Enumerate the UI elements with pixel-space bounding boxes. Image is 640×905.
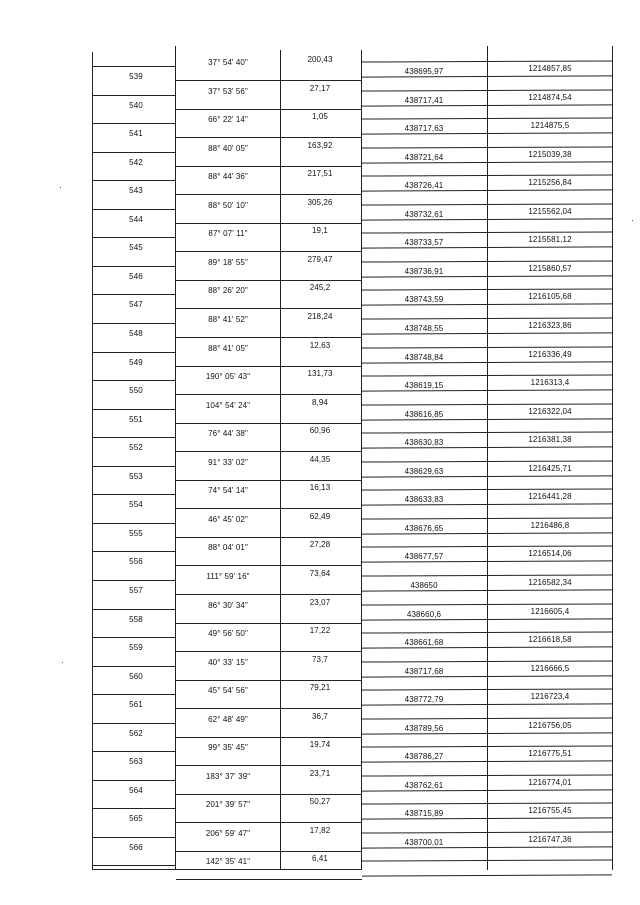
coordinate-x: 438630,83 [404, 438, 444, 448]
coordinate-x: 438743,59 [404, 295, 444, 305]
row-rule [176, 851, 362, 852]
segment-length: 279,47 [307, 254, 333, 264]
coordinate-y: 1215581,12 [528, 235, 572, 245]
point-number: 549 [129, 357, 143, 367]
coordinate-y: 1216618,58 [528, 635, 572, 644]
coordinate-x: 438633,83 [404, 495, 444, 505]
row-rule [176, 308, 362, 309]
coordinate-y: 1216105,68 [528, 292, 572, 302]
row-rule [176, 394, 362, 395]
direction-angle: 40° 33' 15" [208, 657, 248, 667]
coordinate-y: 1216514,06 [528, 549, 572, 559]
row-rule [92, 209, 176, 210]
direction-angle: 88° 41' 52" [208, 314, 248, 324]
segment-length: 62,49 [309, 511, 331, 521]
scan-speck [62, 662, 63, 663]
point-number: 564 [129, 785, 143, 795]
scan-speck [632, 220, 633, 221]
direction-angle: 37° 54' 40" [208, 58, 248, 67]
coordinate-x: 438717,68 [404, 666, 444, 676]
direction-angle: 49° 56' 50" [208, 629, 248, 638]
segment-length: 305,26 [307, 197, 333, 207]
row-rule [92, 95, 176, 96]
row-rule [92, 865, 176, 866]
row-rule [92, 523, 176, 524]
segment-length: 79,21 [309, 683, 331, 693]
coordinate-y: 1216486,8 [530, 520, 570, 530]
direction-angle: 88° 40' 05" [208, 143, 248, 153]
coordinate-y: 1216755,45 [528, 806, 572, 816]
direction-angle: 88° 26' 20" [208, 286, 248, 296]
direction-angle: 88° 50' 10" [208, 200, 248, 210]
coordinate-x: 438715,89 [404, 809, 444, 819]
direction-angle: 91° 33' 02" [208, 457, 248, 467]
row-rule [92, 266, 176, 267]
point-number: 541 [129, 129, 143, 139]
row-rule [176, 280, 362, 281]
segment-length: 6,41 [312, 854, 328, 864]
coordinate-x: 438733,57 [404, 238, 444, 248]
direction-angle: 88° 44' 36" [208, 172, 248, 182]
coordinate-y: 1215256,84 [528, 178, 572, 188]
coordinate-y: 1215562,04 [528, 206, 572, 216]
segment-length: 27,28 [309, 540, 331, 550]
row-rule [362, 875, 612, 877]
point-number: 550 [129, 386, 143, 396]
row-rule [92, 152, 176, 153]
point-number: 544 [129, 214, 143, 224]
row-rule [362, 146, 612, 148]
row-rule [92, 694, 176, 695]
row-rule [176, 737, 362, 738]
direction-angle: 66° 22' 14" [208, 115, 248, 125]
point-number: 562 [129, 728, 143, 738]
segment-length: 19,1 [312, 226, 328, 236]
row-rule [176, 451, 362, 452]
coordinate-x: 438726,41 [404, 181, 444, 191]
direction-angle: 87° 07' 11" [208, 229, 248, 239]
coordinate-x: 438677,57 [404, 552, 444, 562]
coordinate-x: 438661,68 [404, 638, 444, 647]
coordinate-y: 1216723,4 [530, 692, 570, 702]
segment-length: 19,74 [309, 740, 331, 750]
coordinate-x: 438721,64 [404, 152, 444, 162]
point-number: 559 [129, 643, 143, 652]
segment-length: 217,51 [307, 169, 333, 179]
coordinate-x: 438772,79 [404, 695, 444, 705]
segment-length: 12,63 [309, 340, 331, 350]
segment-length: 73,7 [312, 654, 328, 664]
direction-angle: 76° 44' 38" [208, 429, 248, 439]
row-rule [92, 609, 176, 610]
segment-length: 1,05 [312, 112, 328, 122]
direction-angle: 183° 37' 39" [205, 771, 251, 781]
coordinate-x: 438650 [410, 580, 438, 590]
row-rule [92, 666, 176, 667]
direction-angle: 201° 39' 57" [205, 800, 251, 810]
coordinate-x: 438660,6 [406, 609, 442, 619]
point-number: 552 [129, 443, 143, 453]
segment-length: 50,27 [309, 797, 331, 807]
coordinate-x: 438786,27 [404, 752, 444, 762]
row-rule [92, 294, 176, 295]
segment-length: 17,82 [309, 825, 331, 835]
direction-angle: 99° 35' 45" [208, 743, 248, 753]
row-rule [176, 508, 362, 509]
row-rule [92, 409, 176, 410]
row-rule [176, 194, 362, 195]
direction-angle: 86° 30' 34" [208, 600, 248, 610]
point-number: 548 [129, 328, 143, 338]
row-rule [176, 80, 362, 81]
coordinate-y: 1214875,5 [530, 121, 570, 131]
coordinate-x: 438717,63 [404, 124, 444, 134]
row-rule [176, 565, 362, 566]
direction-angle: 104° 54' 24" [205, 400, 251, 410]
segment-length: 17,22 [309, 626, 331, 635]
coordinate-y: 1214857,85 [528, 64, 572, 73]
row-rule [176, 879, 362, 880]
row-rule [362, 89, 612, 91]
row-rule [92, 494, 176, 495]
coordinate-y: 1216774,01 [528, 777, 572, 787]
row-rule [92, 723, 176, 724]
direction-angle: 89° 18' 55" [208, 257, 248, 267]
segment-length: 8,94 [312, 397, 328, 407]
row-rule [92, 808, 176, 809]
row-rule [176, 166, 362, 167]
point-number: 539 [129, 72, 143, 81]
coordinate-x: 438789,56 [404, 723, 444, 733]
direction-angle: 37° 53' 56" [208, 86, 248, 96]
point-number: 555 [129, 528, 143, 538]
point-number: 560 [129, 671, 143, 681]
row-rule [176, 651, 362, 652]
coordinate-y: 1216582,34 [528, 577, 572, 587]
segment-length: 200,43 [307, 55, 333, 64]
coordinate-x: 438616,85 [404, 409, 444, 419]
coordinate-y: 1216605,4 [530, 606, 570, 616]
segment-length: 36,7 [312, 711, 328, 721]
row-rule [362, 460, 612, 462]
row-rule [92, 551, 176, 552]
coordinate-x: 438732,61 [404, 209, 444, 219]
row-rule [92, 123, 176, 124]
point-number: 557 [129, 585, 143, 595]
coordinate-x: 438700,01 [404, 837, 444, 847]
direction-angle: 88° 41' 05" [208, 343, 248, 353]
segment-length: 245,2 [309, 283, 331, 293]
row-rule [362, 603, 612, 605]
direction-angle: 88° 04' 01" [208, 543, 248, 553]
coordinate-y: 1216775,51 [528, 749, 572, 759]
row-rule [176, 137, 362, 138]
direction-angle: 111° 59' 16" [206, 571, 250, 581]
row-rule [176, 822, 362, 823]
row-rule [362, 717, 612, 719]
row-rule [92, 780, 176, 781]
point-number: 556 [129, 557, 143, 567]
coordinate-y: 1216313,4 [530, 378, 570, 388]
row-rule [92, 380, 176, 381]
point-number: 563 [129, 757, 143, 767]
point-number: 542 [129, 157, 143, 167]
row-rule [176, 708, 362, 709]
coordinate-y: 1216336,49 [528, 349, 572, 359]
point-number: 546 [129, 271, 143, 281]
row-rule [176, 251, 362, 252]
coordinate-y: 1215860,57 [528, 263, 572, 273]
coordinate-x: 438748,84 [404, 352, 444, 362]
point-number: 566 [129, 842, 143, 852]
segment-length: 23,71 [309, 768, 331, 778]
coordinate-y: 1216323,86 [528, 320, 572, 330]
row-rule [92, 180, 176, 181]
point-number: 551 [129, 414, 143, 424]
row-rule [176, 223, 362, 224]
point-number: 558 [129, 614, 143, 624]
row-rule [176, 423, 362, 424]
row-rule [176, 480, 362, 481]
row-rule [176, 623, 362, 624]
coordinate-y: 1216756,05 [528, 720, 572, 730]
segment-length: 16,13 [309, 483, 331, 493]
coordinate-x: 438676,65 [404, 523, 444, 533]
row-rule [92, 352, 176, 353]
row-rule [362, 403, 612, 405]
direction-angle: 45° 54' 56" [208, 686, 248, 696]
row-rule [92, 580, 176, 581]
row-rule [176, 765, 362, 766]
segment-length: 73,64 [309, 568, 331, 578]
point-number: 547 [129, 300, 143, 310]
coordinate-x: 438762,61 [404, 780, 444, 790]
coordinate-y: 1216747,36 [528, 834, 572, 844]
coordinate-x: 438629,63 [404, 466, 444, 476]
row-rule [362, 660, 612, 662]
row-rule [176, 337, 362, 338]
segment-length: 218,24 [307, 311, 333, 321]
coordinate-x: 438717,41 [404, 95, 444, 105]
coordinate-y: 1214874,54 [528, 92, 572, 102]
row-rule [176, 109, 362, 110]
direction-angle: 142° 35' 41" [205, 857, 251, 867]
column-rule-1 [92, 52, 93, 870]
row-rule [92, 437, 176, 438]
coordinate-y: 1216381,38 [528, 435, 572, 445]
row-rule [176, 794, 362, 795]
point-number: 565 [129, 814, 143, 824]
segment-length: 60,96 [309, 426, 331, 436]
direction-angle: 74° 54' 14" [208, 486, 248, 496]
coordinate-x: 438695,97 [404, 67, 444, 76]
direction-angle: 46° 45' 02" [208, 514, 248, 524]
segment-length: 163,92 [307, 140, 333, 150]
coordinate-y: 1216322,04 [528, 406, 572, 416]
row-rule [92, 237, 176, 238]
direction-angle: 62° 48' 49" [208, 714, 248, 724]
row-rule [92, 66, 176, 67]
row-rule [176, 594, 362, 595]
point-number: 540 [129, 100, 143, 110]
coordinate-x: 438619,15 [404, 381, 444, 391]
row-rule [176, 537, 362, 538]
point-number: 553 [129, 471, 143, 481]
point-number: 554 [129, 500, 143, 510]
direction-angle: 190° 05' 43" [205, 372, 251, 382]
coordinate-y: 1215039,38 [528, 149, 572, 159]
coordinate-x: 438748,55 [404, 323, 444, 333]
scan-speck [60, 187, 61, 188]
row-rule [92, 466, 176, 467]
coordinate-y: 1216425,71 [528, 463, 572, 473]
coordinate-y: 1216666,5 [530, 663, 570, 673]
coordinate-y: 1216441,28 [528, 492, 572, 502]
point-number: 545 [129, 243, 143, 253]
segment-length: 131,73 [307, 369, 333, 379]
row-rule [362, 346, 612, 348]
segment-length: 27,17 [309, 83, 331, 93]
table-bottom-rule [92, 869, 362, 870]
row-rule [92, 637, 176, 638]
segment-length: 23,07 [309, 597, 331, 607]
row-rule [92, 323, 176, 324]
row-rule [176, 366, 362, 367]
row-rule [176, 680, 362, 681]
coordinate-x: 438736,91 [404, 266, 444, 276]
row-rule [92, 837, 176, 838]
direction-angle: 206° 59' 47" [205, 828, 251, 838]
segment-length: 44,35 [309, 454, 331, 464]
column-rule-6 [612, 46, 613, 870]
row-rule [92, 751, 176, 752]
point-number: 543 [129, 186, 143, 196]
point-number: 561 [129, 700, 143, 710]
